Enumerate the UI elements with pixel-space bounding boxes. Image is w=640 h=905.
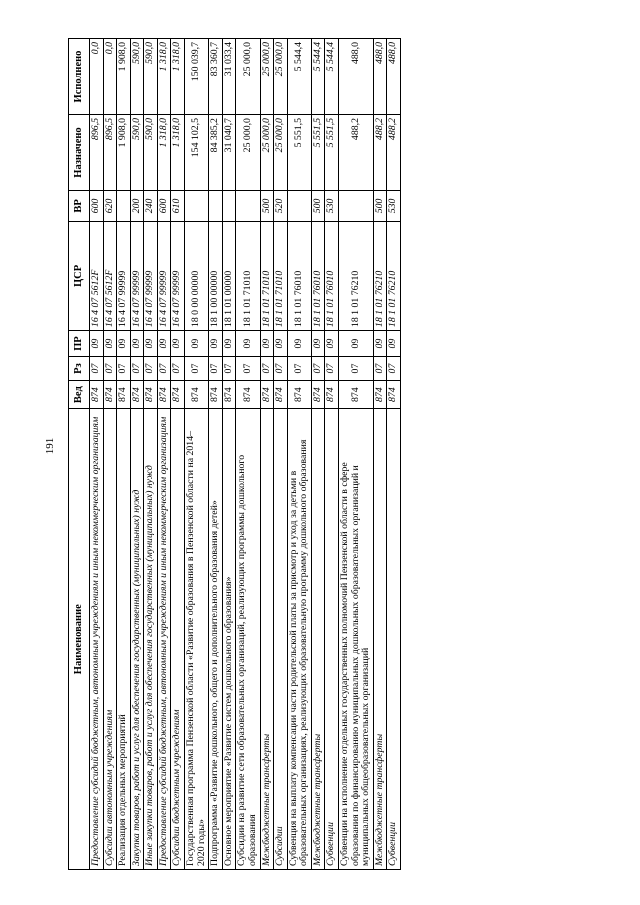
cell-ved: 874: [387, 380, 401, 408]
cell-csr: 18 1 01 76010: [311, 221, 325, 330]
cell-csr: 18 1 01 76210: [373, 221, 387, 330]
cell-pr: 09: [103, 331, 117, 357]
cell-rz: 07: [209, 357, 223, 381]
cell-pr: 09: [185, 331, 209, 357]
cell-executed: 1 908,0: [117, 39, 131, 115]
cell-executed: 590,0: [130, 39, 144, 115]
cell-assigned: 488,2: [373, 115, 387, 191]
cell-rz: 07: [325, 357, 339, 381]
cell-executed: 31 033,4: [222, 39, 236, 115]
cell-executed: 25 000,0: [236, 39, 260, 115]
cell-vr: [222, 191, 236, 222]
cell-assigned: 25 000,0: [274, 115, 288, 191]
cell-ved: 874: [90, 380, 104, 408]
cell-vr: [287, 191, 311, 222]
cell-assigned: 896,5: [103, 115, 117, 191]
cell-assigned: 5 551,5: [311, 115, 325, 191]
cell-assigned: 5 551,5: [287, 115, 311, 191]
cell-assigned: 31 040,7: [222, 115, 236, 191]
cell-ved: 874: [373, 380, 387, 408]
cell-executed: 1 318,0: [157, 39, 171, 115]
cell-rz: 07: [222, 357, 236, 381]
cell-rz: 07: [117, 357, 131, 381]
cell-rz: 07: [373, 357, 387, 381]
table-row: [338, 39, 373, 870]
cell-vr: 500: [373, 191, 387, 222]
cell-ved: 874: [209, 380, 223, 408]
cell-ved: 874: [236, 380, 260, 408]
cell-rz: 07: [387, 357, 401, 381]
cell-csr: 18 1 01 76210: [338, 221, 373, 330]
cell-csr: 16 4 07 99999: [117, 221, 131, 330]
table-row: [130, 39, 144, 870]
cell-csr: 16 4 07 99999: [130, 221, 144, 330]
cell-ved: 874: [274, 380, 288, 408]
cell-name: Субсидии: [274, 409, 288, 870]
table-row: [185, 39, 209, 870]
cell-executed: 488,0: [387, 39, 401, 115]
cell-csr: 18 1 01 71010: [236, 221, 260, 330]
cell-vr: 500: [311, 191, 325, 222]
table-row: [117, 39, 131, 870]
cell-assigned: 488,2: [338, 115, 373, 191]
cell-executed: 25 000,0: [274, 39, 288, 115]
cell-executed: 590,0: [144, 39, 158, 115]
cell-ved: 874: [260, 380, 274, 408]
cell-csr: 18 1 01 76210: [387, 221, 401, 330]
cell-name: Субвенции: [387, 409, 401, 870]
cell-csr: 18 1 01 71010: [260, 221, 274, 330]
header-pr: ПР: [69, 331, 90, 357]
cell-name: Реализация отдельных мероприятий: [117, 409, 131, 870]
cell-vr: [236, 191, 260, 222]
cell-name: Субсидии автономным учреждениям: [103, 409, 117, 870]
cell-assigned: 5 551,5: [325, 115, 339, 191]
cell-pr: 09: [236, 331, 260, 357]
cell-name: Субвенции на исполнение отдельных государственных полномочий Пензенской области в сфере образования по финансированию муниципальных дошкольных образовательных организаций и муниципальных общеобразовательных организаций: [338, 409, 373, 870]
cell-csr: 16 4 07 5612F: [90, 221, 104, 330]
cell-assigned: 84 385,2: [209, 115, 223, 191]
cell-vr: [209, 191, 223, 222]
cell-name: Закупка товаров, работ и услуг для обеспечения государственных (муниципальных) нужд: [130, 409, 144, 870]
cell-rz: 07: [171, 357, 185, 381]
cell-rz: 07: [103, 357, 117, 381]
cell-pr: 09: [311, 331, 325, 357]
header-executed: Исполнено: [69, 39, 90, 115]
cell-ved: 874: [311, 380, 325, 408]
page-number: 191: [44, 437, 56, 455]
cell-csr: 18 1 00 00000: [209, 221, 223, 330]
rotated-page-content: [68, 38, 564, 870]
cell-vr: [117, 191, 131, 222]
header-csr: ЦСР: [69, 221, 90, 330]
cell-name: Межбюджетные трансферты: [311, 409, 325, 870]
table-row: [260, 39, 274, 870]
cell-name: Предоставление субсидий бюджетным, автономным учреждениям и иным некоммерческим организациям: [90, 409, 104, 870]
table-row: [287, 39, 311, 870]
cell-name: Межбюджетные трансферты: [260, 409, 274, 870]
cell-name: Основное мероприятие «Развитие систем дошкольного образования»: [222, 409, 236, 870]
cell-vr: 200: [130, 191, 144, 222]
cell-executed: 488,0: [373, 39, 387, 115]
budget-table: [68, 38, 401, 870]
cell-assigned: 590,0: [130, 115, 144, 191]
cell-vr: 530: [387, 191, 401, 222]
cell-assigned: 1 318,0: [171, 115, 185, 191]
cell-rz: 07: [260, 357, 274, 381]
cell-executed: 1 318,0: [171, 39, 185, 115]
table-row: [274, 39, 288, 870]
header-name: Наименование: [69, 409, 90, 870]
cell-executed: 488,0: [338, 39, 373, 115]
cell-ved: 874: [130, 380, 144, 408]
table-row: [90, 39, 104, 870]
cell-pr: 09: [171, 331, 185, 357]
cell-vr: [338, 191, 373, 222]
cell-name: Субвенция на выплату компенсации части родительской платы за присмотр и уход за детьми в образовательных организациях, реализующих образовательную программу дошкольного образования: [287, 409, 311, 870]
cell-executed: 150 039,7: [185, 39, 209, 115]
cell-executed: 83 360,7: [209, 39, 223, 115]
cell-csr: 16 4 07 99999: [157, 221, 171, 330]
cell-pr: 09: [287, 331, 311, 357]
cell-rz: 07: [157, 357, 171, 381]
table-row: [387, 39, 401, 870]
cell-pr: 09: [373, 331, 387, 357]
table-row: [311, 39, 325, 870]
table-row: [144, 39, 158, 870]
cell-pr: 09: [387, 331, 401, 357]
cell-vr: 600: [157, 191, 171, 222]
cell-ved: 874: [117, 380, 131, 408]
cell-name: Межбюджетные трансферты: [373, 409, 387, 870]
table-row: [157, 39, 171, 870]
cell-vr: 600: [90, 191, 104, 222]
cell-vr: 520: [274, 191, 288, 222]
cell-csr: 18 1 01 76010: [287, 221, 311, 330]
table-row: [325, 39, 339, 870]
header-rz: Рз: [69, 357, 90, 381]
cell-pr: 09: [209, 331, 223, 357]
table-header-row: [69, 39, 90, 870]
header-vr: ВР: [69, 191, 90, 222]
cell-rz: 07: [338, 357, 373, 381]
cell-executed: 5 544,4: [311, 39, 325, 115]
cell-pr: 09: [90, 331, 104, 357]
cell-ved: 874: [185, 380, 209, 408]
cell-name: Субсидии на развитие сети образовательных организаций, реализующих программы дошкольного образования: [236, 409, 260, 870]
cell-vr: 610: [171, 191, 185, 222]
cell-rz: 07: [130, 357, 144, 381]
cell-name: Государственная программа Пензенской области «Развитие образования в Пензенской области на 2014–2020 годы»: [185, 409, 209, 870]
cell-executed: 0,0: [103, 39, 117, 115]
cell-executed: 0,0: [90, 39, 104, 115]
cell-csr: 16 4 07 99999: [171, 221, 185, 330]
table-row: [236, 39, 260, 870]
table-row: [171, 39, 185, 870]
cell-vr: [185, 191, 209, 222]
cell-executed: 5 544,4: [325, 39, 339, 115]
cell-name: Иные закупки товаров, работ и услуг для обеспечения государственных (муниципальных) нужд: [144, 409, 158, 870]
table-row: [209, 39, 223, 870]
cell-ved: 874: [103, 380, 117, 408]
cell-executed: 25 000,0: [260, 39, 274, 115]
cell-rz: 07: [90, 357, 104, 381]
cell-assigned: 1 908,0: [117, 115, 131, 191]
cell-csr: 18 0 00 00000: [185, 221, 209, 330]
cell-assigned: 154 102,5: [185, 115, 209, 191]
cell-name: Предоставление субсидий бюджетным, автономным учреждениям и иным некоммерческим организациям: [157, 409, 171, 870]
cell-csr: 18 1 01 76010: [325, 221, 339, 330]
cell-ved: 874: [325, 380, 339, 408]
cell-executed: 5 544,4: [287, 39, 311, 115]
cell-vr: 240: [144, 191, 158, 222]
cell-pr: 09: [274, 331, 288, 357]
cell-ved: 874: [287, 380, 311, 408]
cell-rz: 07: [287, 357, 311, 381]
cell-pr: 09: [222, 331, 236, 357]
cell-pr: 09: [325, 331, 339, 357]
table-row: [373, 39, 387, 870]
cell-csr: 18 1 01 71010: [274, 221, 288, 330]
cell-assigned: 1 318,0: [157, 115, 171, 191]
header-assigned: Назначено: [69, 115, 90, 191]
cell-pr: 09: [117, 331, 131, 357]
cell-pr: 09: [157, 331, 171, 357]
cell-ved: 874: [338, 380, 373, 408]
table-row: [103, 39, 117, 870]
cell-ved: 874: [171, 380, 185, 408]
cell-name: Подпрограмма «Развитие дошкольного, общего и дополнительного образования детей»: [209, 409, 223, 870]
cell-rz: 07: [274, 357, 288, 381]
cell-pr: 09: [144, 331, 158, 357]
cell-vr: 500: [260, 191, 274, 222]
cell-csr: 16 4 07 99999: [144, 221, 158, 330]
cell-ved: 874: [144, 380, 158, 408]
cell-assigned: 488,2: [387, 115, 401, 191]
cell-name: Субвенции: [325, 409, 339, 870]
cell-ved: 874: [222, 380, 236, 408]
cell-pr: 09: [130, 331, 144, 357]
cell-rz: 07: [185, 357, 209, 381]
cell-csr: 16 4 07 5612F: [103, 221, 117, 330]
cell-assigned: 896,5: [90, 115, 104, 191]
cell-name: Субсидии бюджетным учреждениям: [171, 409, 185, 870]
cell-vr: 620: [103, 191, 117, 222]
cell-rz: 07: [311, 357, 325, 381]
cell-pr: 09: [260, 331, 274, 357]
cell-assigned: 25 000,0: [260, 115, 274, 191]
header-ved: Вед: [69, 380, 90, 408]
cell-vr: 530: [325, 191, 339, 222]
cell-rz: 07: [144, 357, 158, 381]
table-row: [222, 39, 236, 870]
cell-pr: 09: [338, 331, 373, 357]
cell-assigned: 590,0: [144, 115, 158, 191]
cell-csr: 18 1 01 00000: [222, 221, 236, 330]
cell-assigned: 25 000,0: [236, 115, 260, 191]
cell-ved: 874: [157, 380, 171, 408]
cell-rz: 07: [236, 357, 260, 381]
